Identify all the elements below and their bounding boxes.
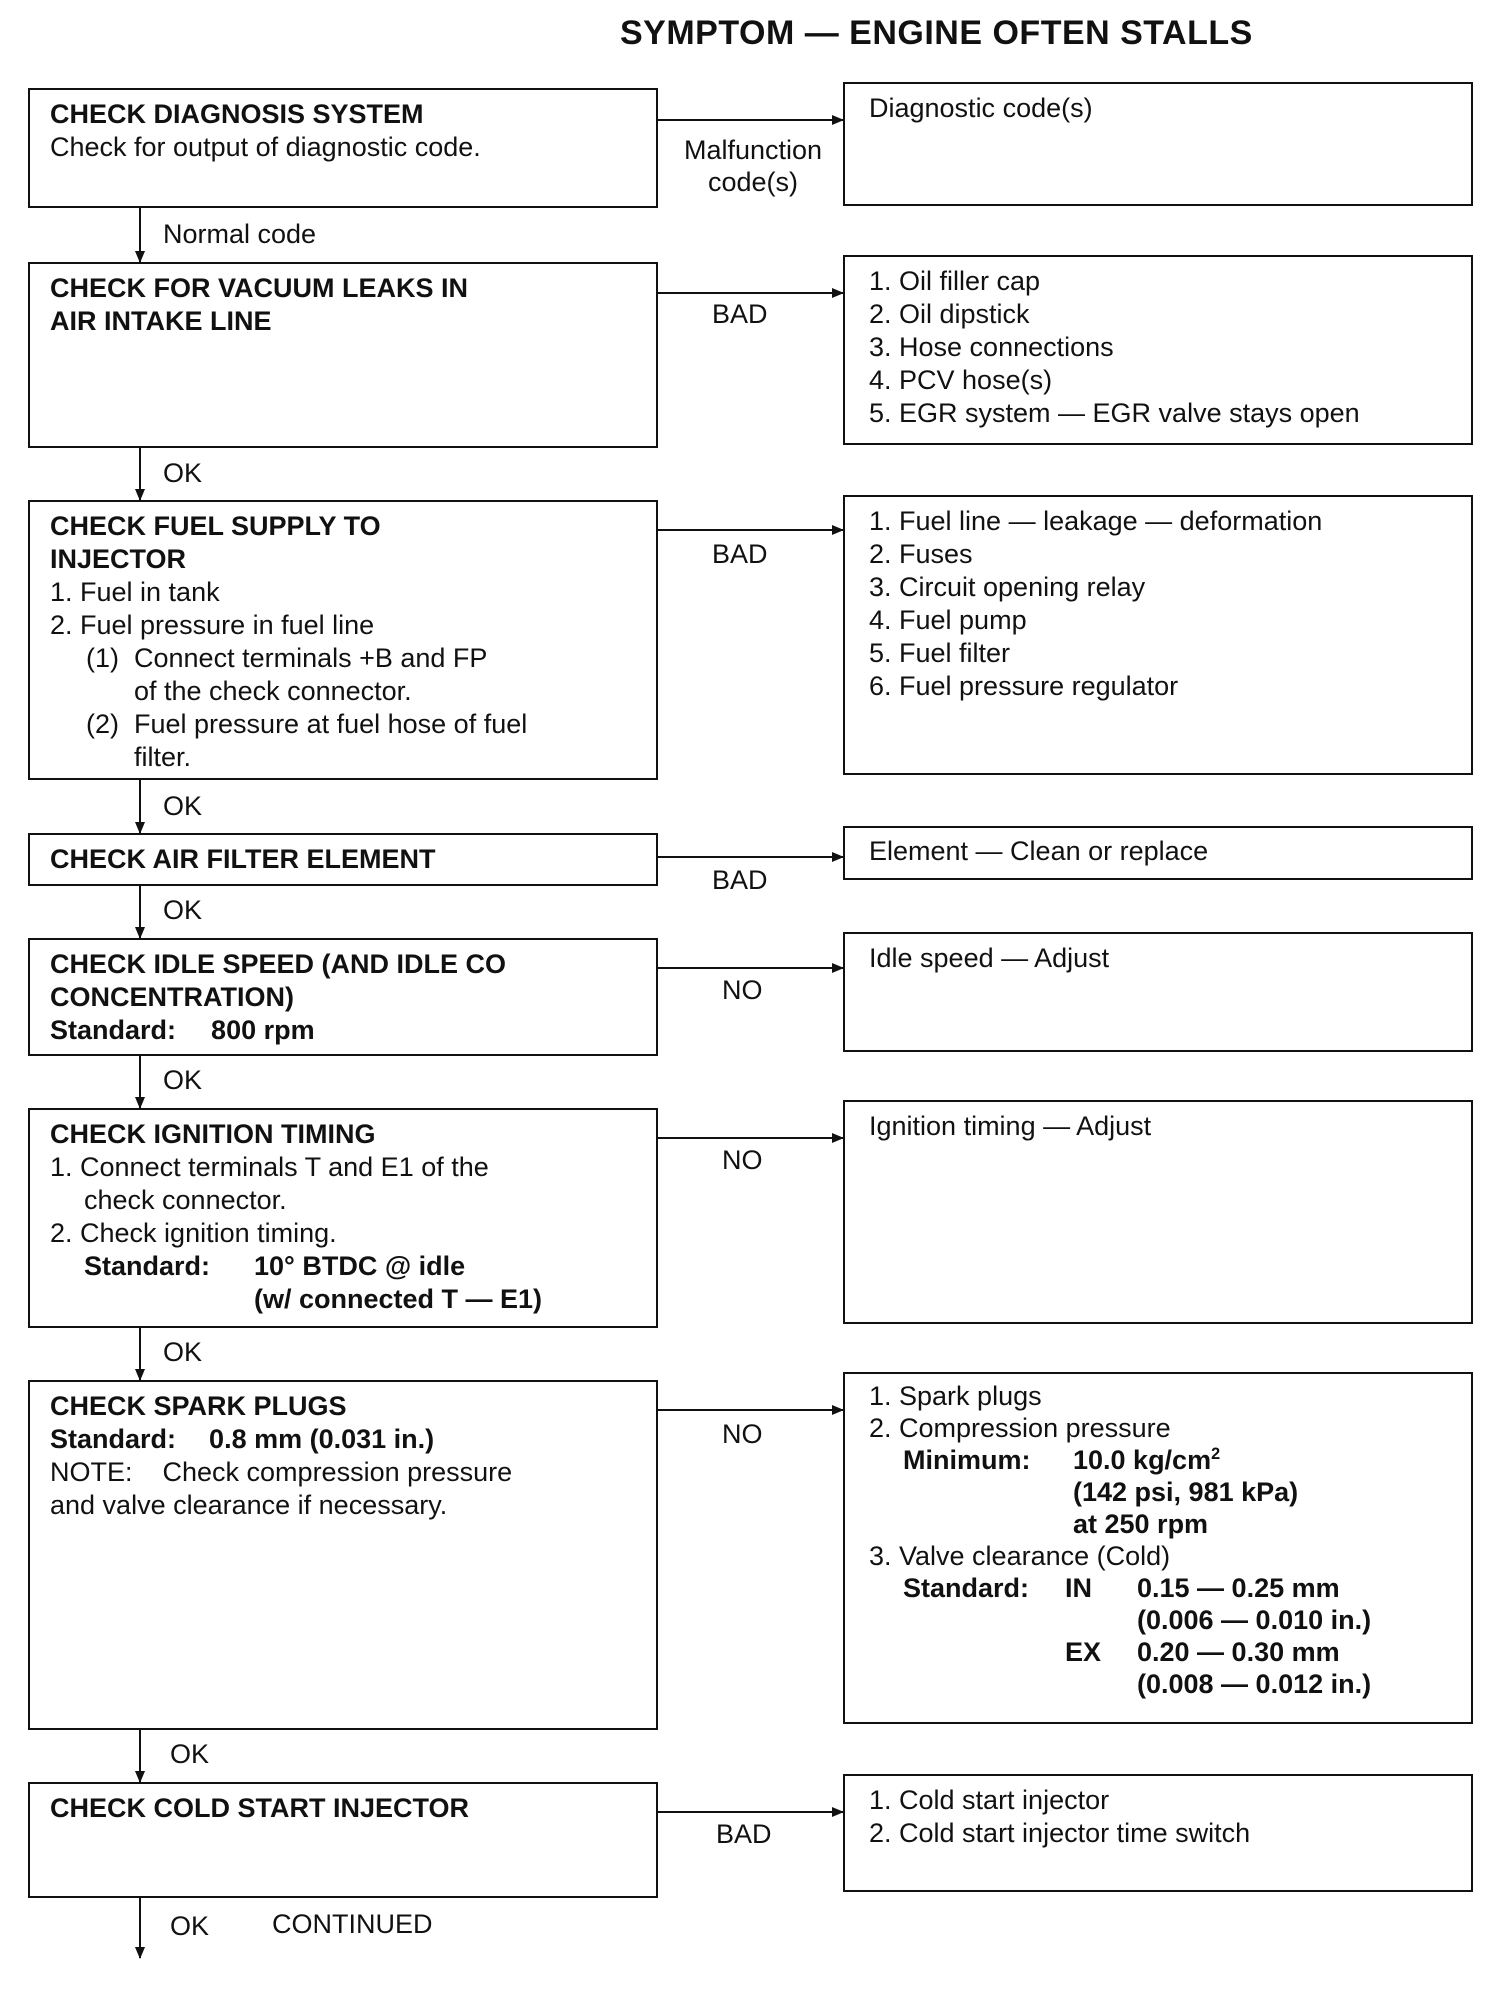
minimum-value-main: 10.0 kg/cm: [1073, 1445, 1212, 1475]
result-item: 2. Compression pressure: [869, 1413, 1171, 1443]
step-heading: CONCENTRATION): [50, 982, 294, 1012]
in-label: IN: [1065, 1573, 1092, 1603]
branch-label-line: Malfunction: [683, 135, 823, 165]
next-label: Normal code: [163, 219, 317, 249]
result-box: [843, 1372, 1473, 1724]
result-box: [843, 1100, 1473, 1324]
result-item: 4. Fuel pump: [869, 605, 1027, 635]
result-item: 3. Valve clearance (Cold): [869, 1541, 1171, 1571]
standard-label: Standard:: [903, 1573, 1030, 1603]
subitem-text: Fuel pressure at fuel hose of fuel: [134, 709, 528, 739]
subitem-number: (1): [86, 643, 119, 673]
in-value: 0.15 — 0.25 mm: [1137, 1573, 1340, 1603]
result-item: 4. PCV hose(s): [869, 365, 1053, 395]
result-item: 2. Oil dipstick: [869, 299, 1030, 329]
step-check-cold-start-injector: [28, 1782, 658, 1898]
ex-value: 0.20 — 0.30 mm: [1137, 1637, 1340, 1667]
branch-label: NO: [722, 1145, 763, 1175]
step-heading: CHECK FOR VACUUM LEAKS IN: [50, 273, 468, 303]
branch-label: BAD: [712, 539, 768, 569]
subitem-text: filter.: [134, 742, 192, 772]
step-heading: CHECK IDLE SPEED (AND IDLE CO: [50, 949, 507, 979]
result-item: Diagnostic code(s): [869, 93, 1093, 123]
result-item: 5. EGR system — EGR valve stays open: [869, 398, 1360, 428]
minimum-value: [1073, 1444, 1298, 1476]
standard-value: 0.8 mm (0.031 in.): [209, 1424, 435, 1454]
result-item: 5. Fuel filter: [869, 638, 1011, 668]
step-item: 2. Check ignition timing.: [50, 1218, 337, 1248]
result-item: 2. Cold start injector time switch: [869, 1818, 1251, 1848]
result-item: Element — Clean or replace: [869, 836, 1209, 866]
ex-value: (0.008 — 0.012 in.): [1137, 1669, 1372, 1699]
result-item: Ignition timing — Adjust: [869, 1111, 1152, 1141]
note-text: NOTE: Check compression pressure: [50, 1457, 513, 1487]
step-text: Check for output of diagnostic code.: [50, 132, 481, 162]
subitem-number: (2): [86, 709, 119, 739]
branch-label: NO: [722, 975, 763, 1005]
minimum-value: at 250 rpm: [1073, 1509, 1209, 1539]
step-check-spark-plugs: [28, 1380, 658, 1730]
step-check-vacuum-leaks: [28, 262, 658, 448]
result-box: [843, 826, 1473, 880]
next-label: OK: [170, 1911, 210, 1941]
minimum-label: Minimum:: [903, 1445, 1031, 1475]
branch-label-line: code(s): [707, 167, 799, 197]
next-label: OK: [163, 791, 203, 821]
page-title: SYMPTOM — ENGINE OFTEN STALLS: [620, 14, 1253, 52]
next-label: OK: [163, 895, 203, 925]
step-heading: CHECK AIR FILTER ELEMENT: [50, 844, 436, 874]
step-heading: CHECK COLD START INJECTOR: [50, 1793, 470, 1823]
continued-label: CONTINUED: [272, 1909, 433, 1939]
subitem-text: Connect terminals +B and FP: [134, 643, 488, 673]
result-item: 3. Circuit opening relay: [869, 572, 1146, 602]
step-heading: CHECK FUEL SUPPLY TO: [50, 511, 381, 541]
standard-label: Standard:: [50, 1424, 177, 1454]
result-item: 3. Hose connections: [869, 332, 1114, 362]
standard-value: 800 rpm: [211, 1015, 315, 1045]
result-item: 1. Spark plugs: [869, 1381, 1042, 1411]
step-heading: INJECTOR: [50, 544, 187, 574]
branch-label: NO: [722, 1419, 763, 1449]
branch-label: BAD: [712, 865, 768, 895]
branch-label: BAD: [716, 1819, 772, 1849]
step-item: 1. Fuel in tank: [50, 577, 220, 607]
result-item: 2. Fuses: [869, 539, 973, 569]
standard-label: Standard:: [84, 1251, 211, 1281]
step-item: check connector.: [84, 1185, 287, 1215]
step-heading: CHECK SPARK PLUGS: [50, 1391, 347, 1421]
next-label: OK: [163, 1337, 203, 1367]
result-box: [843, 932, 1473, 1052]
next-label: OK: [163, 458, 203, 488]
step-subitem: [50, 642, 636, 708]
result-box: [843, 1774, 1473, 1892]
branch-label: [668, 134, 838, 198]
result-item: 6. Fuel pressure regulator: [869, 671, 1179, 701]
step-check-fuel-supply: [28, 500, 658, 780]
step-heading: CHECK DIAGNOSIS SYSTEM: [50, 99, 424, 129]
result-item: 1. Cold start injector: [869, 1785, 1110, 1815]
result-item: Idle speed — Adjust: [869, 943, 1110, 973]
branch-label: BAD: [712, 299, 768, 329]
result-item: 1. Fuel line — leakage — deformation: [869, 506, 1323, 536]
note-text: and valve clearance if necessary.: [50, 1490, 448, 1520]
step-heading: CHECK IGNITION TIMING: [50, 1119, 376, 1149]
standard-value: 10° BTDC @ idle: [254, 1251, 466, 1281]
standard-value: (w/ connected T — E1): [254, 1284, 543, 1314]
step-item: 1. Connect terminals T and E1 of the: [50, 1152, 489, 1182]
next-label: OK: [170, 1739, 210, 1769]
ex-label: EX: [1065, 1637, 1102, 1667]
step-subitem: [50, 708, 636, 774]
step-item: 2. Fuel pressure in fuel line: [50, 610, 375, 640]
step-heading: AIR INTAKE LINE: [50, 306, 272, 336]
minimum-value: (142 psi, 981 kPa): [1073, 1477, 1299, 1507]
step-check-idle-speed: [28, 938, 658, 1056]
step-check-air-filter: [28, 833, 658, 886]
next-label: OK: [163, 1065, 203, 1095]
subitem-text: of the check connector.: [134, 676, 412, 706]
in-value: (0.006 — 0.010 in.): [1137, 1605, 1372, 1635]
result-box: [843, 82, 1473, 206]
step-check-diagnosis-system: [28, 88, 658, 208]
result-item: 1. Oil filler cap: [869, 266, 1041, 296]
result-box: [843, 255, 1473, 445]
result-box: [843, 495, 1473, 775]
step-check-ignition-timing: [28, 1108, 658, 1328]
minimum-value-superscript: 2: [1211, 1445, 1221, 1463]
standard-label: Standard:: [50, 1015, 177, 1045]
